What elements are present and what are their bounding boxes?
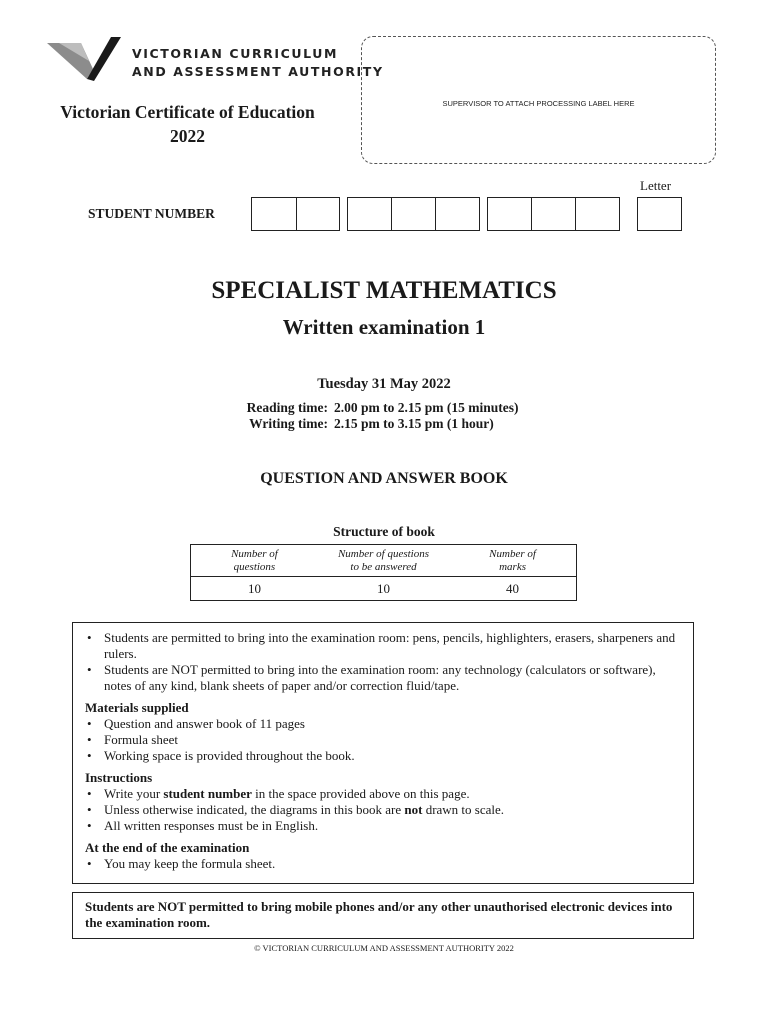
copyright: © VICTORIAN CURRICULUM AND ASSESSMENT AUTHORITY 2022: [254, 943, 514, 953]
instructions-heading: Instructions: [85, 770, 153, 785]
list-item: [85, 802, 681, 818]
student-number-digit-6[interactable]: [487, 197, 532, 231]
list-item: • Students are NOT permitted to bring into the examination room: any technology (calculators or software), notes of any kind, blank sheets of paper and/or correction fluid/tape.: [85, 662, 681, 694]
student-number-digit-3[interactable]: [347, 197, 392, 231]
writing-time-label: Writing time:: [249, 416, 328, 431]
materials-heading: Materials supplied: [85, 700, 189, 715]
instructions-list: [85, 786, 681, 834]
header-questions-line-1: Number of: [231, 547, 278, 560]
vcaa-logo-icon: [47, 35, 127, 81]
writing-time-value: 2.15 pm to 3.15 pm (1 hour): [334, 416, 494, 431]
authority-line-2: AND ASSESSMENT AUTHORITY: [132, 64, 384, 79]
header-questions: [191, 545, 318, 577]
exam-subtitle: Written examination 1: [282, 315, 486, 339]
exam-title: SPECIALIST MATHEMATICS: [211, 277, 557, 304]
exam-date: Tuesday 31 May 2022: [317, 376, 451, 392]
list-item: • Working space is provided throughout the book.: [85, 748, 681, 764]
value-to-be-answered: 10: [376, 580, 390, 596]
authority-line-1: VICTORIAN CURRICULUM: [132, 46, 339, 61]
reading-time-row: [0, 400, 768, 416]
structure-table: [190, 544, 577, 601]
instr2-post: drawn to scale.: [422, 802, 505, 817]
student-letter-box[interactable]: [637, 197, 682, 231]
list-item: • Formula sheet: [85, 732, 681, 748]
processing-label-area: [361, 36, 716, 164]
header-questions-line-2: questions: [233, 560, 276, 573]
book-type-heading: QUESTION AND ANSWER BOOK: [260, 470, 508, 487]
materials-list: [85, 716, 681, 764]
instr2-bold: not: [404, 802, 423, 817]
writing-time-row: [0, 416, 768, 432]
header-marks-line-2: marks: [499, 560, 526, 573]
list-item: • Question and answer book of 11 pages: [85, 716, 681, 732]
student-number-digit-4[interactable]: [391, 197, 436, 231]
instr1-post: in the space provided above on this page.: [251, 786, 470, 801]
instructions-box: [72, 622, 694, 884]
certificate-year: 2022: [170, 126, 205, 146]
list-item: • All written responses must be in English.: [85, 818, 681, 834]
list-item: • Students are permitted to bring into the examination room: pens, pencils, highlighters, erasers, sharpeners and rulers.: [85, 630, 681, 662]
reading-time-label: Reading time:: [246, 400, 328, 415]
structure-header-row: [191, 545, 577, 577]
student-number-digit-7[interactable]: [531, 197, 576, 231]
structure-title: Structure of book: [333, 524, 435, 539]
student-number-digit-2[interactable]: [296, 197, 340, 231]
instr2-pre: Unless otherwise indicated, the diagrams in this book are: [104, 802, 405, 817]
reading-time-value: 2.00 pm to 2.15 pm (15 minutes): [334, 400, 519, 415]
student-number-digit-5[interactable]: [435, 197, 480, 231]
certificate-heading: [30, 100, 345, 148]
student-number-digit-1[interactable]: [251, 197, 297, 231]
mobile-phone-warning: Students are NOT permitted to bring mobile phones and/or any other unauthorised electronic devices into the examination room.: [72, 892, 694, 939]
exam-times: [0, 400, 768, 432]
header-to-be-answered: [318, 545, 449, 577]
header-answered-line-2: to be answered: [350, 560, 417, 573]
list-item: • You may keep the formula sheet.: [85, 856, 681, 872]
header-answered-line-1: Number of questions: [337, 547, 430, 560]
header-marks-line-1: Number of: [489, 547, 536, 560]
authority-name: [132, 45, 384, 81]
structure-value-row: [191, 577, 577, 601]
certificate-name: Victorian Certificate of Education: [60, 102, 315, 122]
student-number-digit-8[interactable]: [575, 197, 620, 231]
instr1-pre: Write your: [104, 786, 164, 801]
list-item: [85, 786, 681, 802]
end-of-exam-heading: At the end of the examination: [85, 840, 250, 855]
processing-label-text: SUPERVISOR TO ATTACH PROCESSING LABEL HERE: [442, 99, 635, 108]
permitted-list: [85, 630, 681, 694]
value-questions: 10: [247, 580, 261, 596]
instr1-bold: student number: [163, 786, 252, 801]
student-number-label: STUDENT NUMBER: [88, 206, 215, 221]
letter-label: Letter: [640, 178, 672, 193]
value-marks: 40: [506, 580, 520, 596]
end-of-exam-list: [85, 856, 681, 872]
header-marks: [449, 545, 576, 577]
